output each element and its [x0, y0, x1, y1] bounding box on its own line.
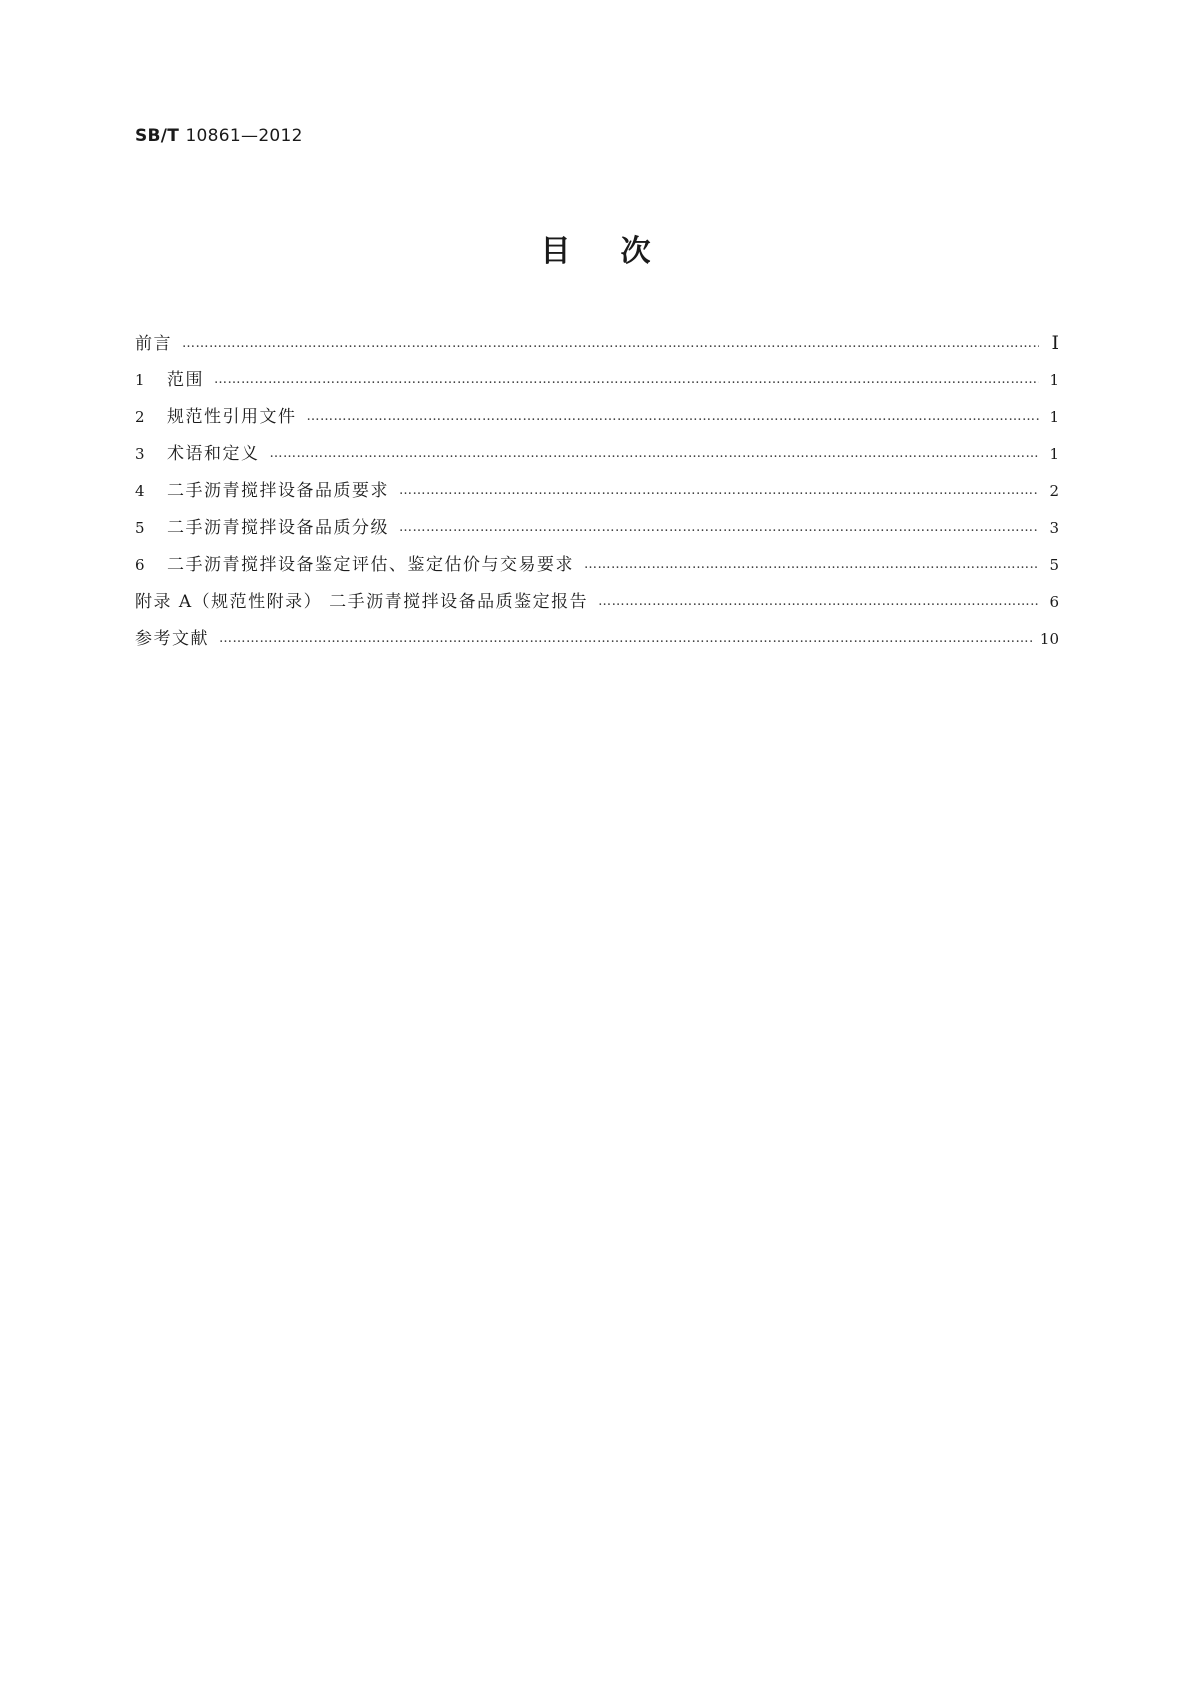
- toc-entry-number: 2: [135, 408, 145, 426]
- toc-entry-label: 参考文献: [135, 629, 209, 649]
- toc-entry-number: 5: [135, 519, 145, 537]
- toc-entry-page: 5: [1049, 556, 1059, 574]
- toc-leader-dots: [584, 546, 1039, 583]
- table-of-contents: [135, 325, 1059, 658]
- toc-entry-label: 术语和定义: [167, 444, 260, 464]
- toc-entry-label: 前言: [135, 334, 172, 354]
- toc-leader-dots: [270, 435, 1040, 472]
- toc-entry-page: Ⅰ: [1051, 332, 1059, 354]
- toc-entry-label: 二手沥青搅拌设备品质要求: [167, 481, 389, 501]
- toc-entry-terms-definitions[interactable]: [135, 436, 1059, 473]
- toc-entry-quality-grading[interactable]: [135, 510, 1059, 547]
- toc-leader-dots: [598, 583, 1039, 620]
- toc-entry-page: 2: [1049, 482, 1059, 500]
- toc-entry-appendix-a[interactable]: [135, 584, 1059, 621]
- toc-entry-number: 1: [135, 371, 145, 389]
- toc-entry-number: 3: [135, 445, 145, 463]
- toc-entry-label: 二手沥青搅拌设备品质分级: [167, 518, 389, 538]
- toc-entry-page: 3: [1049, 519, 1059, 537]
- toc-entry-label: 二手沥青搅拌设备鉴定评估、鉴定估价与交易要求: [167, 555, 574, 575]
- document-code-number: 10861—2012: [185, 126, 303, 146]
- toc-leader-dots: [182, 325, 1039, 362]
- toc-title: 目次: [540, 234, 701, 269]
- toc-entry-label: 范围: [167, 370, 204, 390]
- toc-leader-dots: [399, 509, 1039, 546]
- toc-leader-dots: [399, 472, 1039, 509]
- document-code-prefix: SB/T: [135, 126, 180, 146]
- toc-entry-quality-requirements[interactable]: [135, 473, 1059, 510]
- toc-leader-dots: [307, 398, 1040, 435]
- toc-entry-page: 1: [1049, 371, 1059, 389]
- toc-leader-dots: [214, 361, 1039, 398]
- toc-entry-page: 10: [1039, 630, 1059, 648]
- toc-entry-label: 规范性引用文件: [167, 407, 297, 427]
- toc-entry-foreword[interactable]: [135, 325, 1059, 362]
- toc-entry-normative-references[interactable]: [135, 399, 1059, 436]
- toc-entry-page: 1: [1049, 408, 1059, 426]
- toc-entry-appraisal-trade-requirements[interactable]: [135, 547, 1059, 584]
- toc-entry-bibliography[interactable]: [135, 621, 1059, 658]
- document-code: [135, 126, 303, 146]
- toc-entry-page: 6: [1049, 593, 1059, 611]
- toc-leader-dots: [219, 620, 1034, 657]
- toc-entry-scope[interactable]: [135, 362, 1059, 399]
- toc-entry-number: 6: [135, 556, 145, 574]
- toc-entry-page: 1: [1049, 445, 1059, 463]
- toc-entry-number: 4: [135, 482, 145, 500]
- toc-entry-label: 附录 A（规范性附录） 二手沥青搅拌设备品质鉴定报告: [135, 592, 589, 612]
